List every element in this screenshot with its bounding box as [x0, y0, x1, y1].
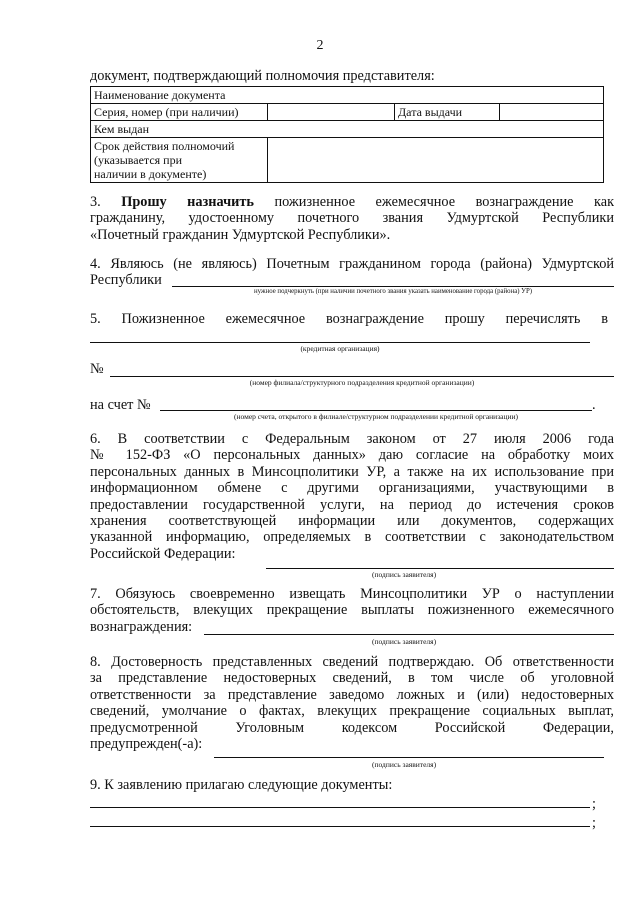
attachment-semicolon-1: ; — [592, 796, 596, 812]
bank-name-caption: (кредитная организация) — [300, 344, 380, 353]
s8-signature-field[interactable] — [214, 757, 604, 758]
branch-number-field[interactable] — [110, 376, 614, 377]
s4-line-2: Республики — [90, 272, 162, 288]
doc-name-cell[interactable]: Наименование документа — [91, 87, 604, 104]
representative-doc-table — [90, 86, 604, 183]
s3-line-3: «Почетный гражданин Удмуртской Республики». — [90, 226, 391, 243]
series-value-cell[interactable] — [268, 104, 395, 121]
section-8: 8. Достоверность представленных сведений подтверждаю. Об ответственности за представление недостоверных сведений, в том числе об уголовной ответственности за представление заведомо ложных и (или) недостоверных сведений, умолчание о фактах, влекущих прекращение социальных выплат, предусмотренной Уголовным кодексом Российской Федерации, предупрежден(-а): — [90, 654, 614, 752]
s6-signature-field[interactable] — [266, 568, 614, 569]
s8-signature-caption: (подпись заявителя) — [372, 760, 437, 769]
s4-hint: нужное подчеркнуть (при наличии почетного звания указать наименование города (района) УР) — [253, 288, 533, 295]
section-6: 6. В соответствии с Федеральным законом от 27 июля 2006 года № 152-ФЗ «О персональных данных» даю согласие на обработку моих персональных данных в Минсоцполитики УР, а также на их использование при информационном обмене с другими организациями, участвующими в предоставлении государственной услуги, на период до истечения сроков хранения соответствующей информации или документов, содержащих указанной информацию, определяемых в соответствии с законодательством Российской Федерации: — [90, 431, 614, 562]
s5-line-1: 5. Пожизненное ежемесячное вознаграждение прошу перечислять в — [90, 311, 608, 327]
account-dot: . — [592, 397, 596, 413]
rep-doc-header: документ, подтверждающий полномочия представителя: — [90, 68, 435, 84]
attachment-line-2[interactable] — [90, 826, 590, 827]
s4-line-1: 4. Являюсь (не являюсь) Почетным гражданином города (района) Удмуртской — [90, 256, 614, 272]
section-3 — [90, 194, 614, 243]
issue-date-label-cell: Дата выдачи — [395, 104, 500, 121]
account-number-field[interactable] — [160, 410, 592, 411]
s3-line-2: гражданину, удостоенному почетного звания Удмуртской Республики — [90, 210, 614, 227]
series-label-cell: Серия, номер (при наличии) — [91, 104, 268, 121]
s7-signature-field[interactable] — [204, 634, 614, 635]
attachment-semicolon-2: ; — [592, 815, 596, 831]
issued-by-cell[interactable]: Кем выдан — [91, 121, 604, 138]
validity-label-cell: Срок действия полномочий (указывается при наличии в документе) — [91, 138, 268, 183]
branch-number-caption: (номер филиала/структурного подразделения кредитной организации) — [249, 378, 475, 387]
page-number: 2 — [316, 38, 324, 53]
s6-signature-caption: (подпись заявителя) — [372, 570, 437, 579]
section-7: 7. Обязуюсь своевременно извещать Минсоцполитики УР о наступлении обстоятельств, влекущих прекращение выплаты пожизненного ежемесячного вознаграждения: — [90, 586, 614, 635]
branch-number-label: № — [90, 361, 104, 377]
validity-value-cell[interactable] — [268, 138, 604, 183]
bank-name-field[interactable] — [90, 342, 590, 343]
s3-line-1: 3. Прошу назначить пожизненное ежемесячное вознаграждение как — [90, 194, 614, 210]
attachment-line-1[interactable] — [90, 807, 590, 808]
account-number-caption: (номер счета, открытого в филиале/структурном подразделении кредитной организации) — [233, 412, 519, 421]
account-label: на счет № — [90, 397, 151, 413]
issue-date-value-cell[interactable] — [500, 104, 604, 121]
s7-signature-caption: (подпись заявителя) — [372, 637, 437, 646]
s9-title: 9. К заявлению прилагаю следующие документы: — [90, 777, 393, 793]
